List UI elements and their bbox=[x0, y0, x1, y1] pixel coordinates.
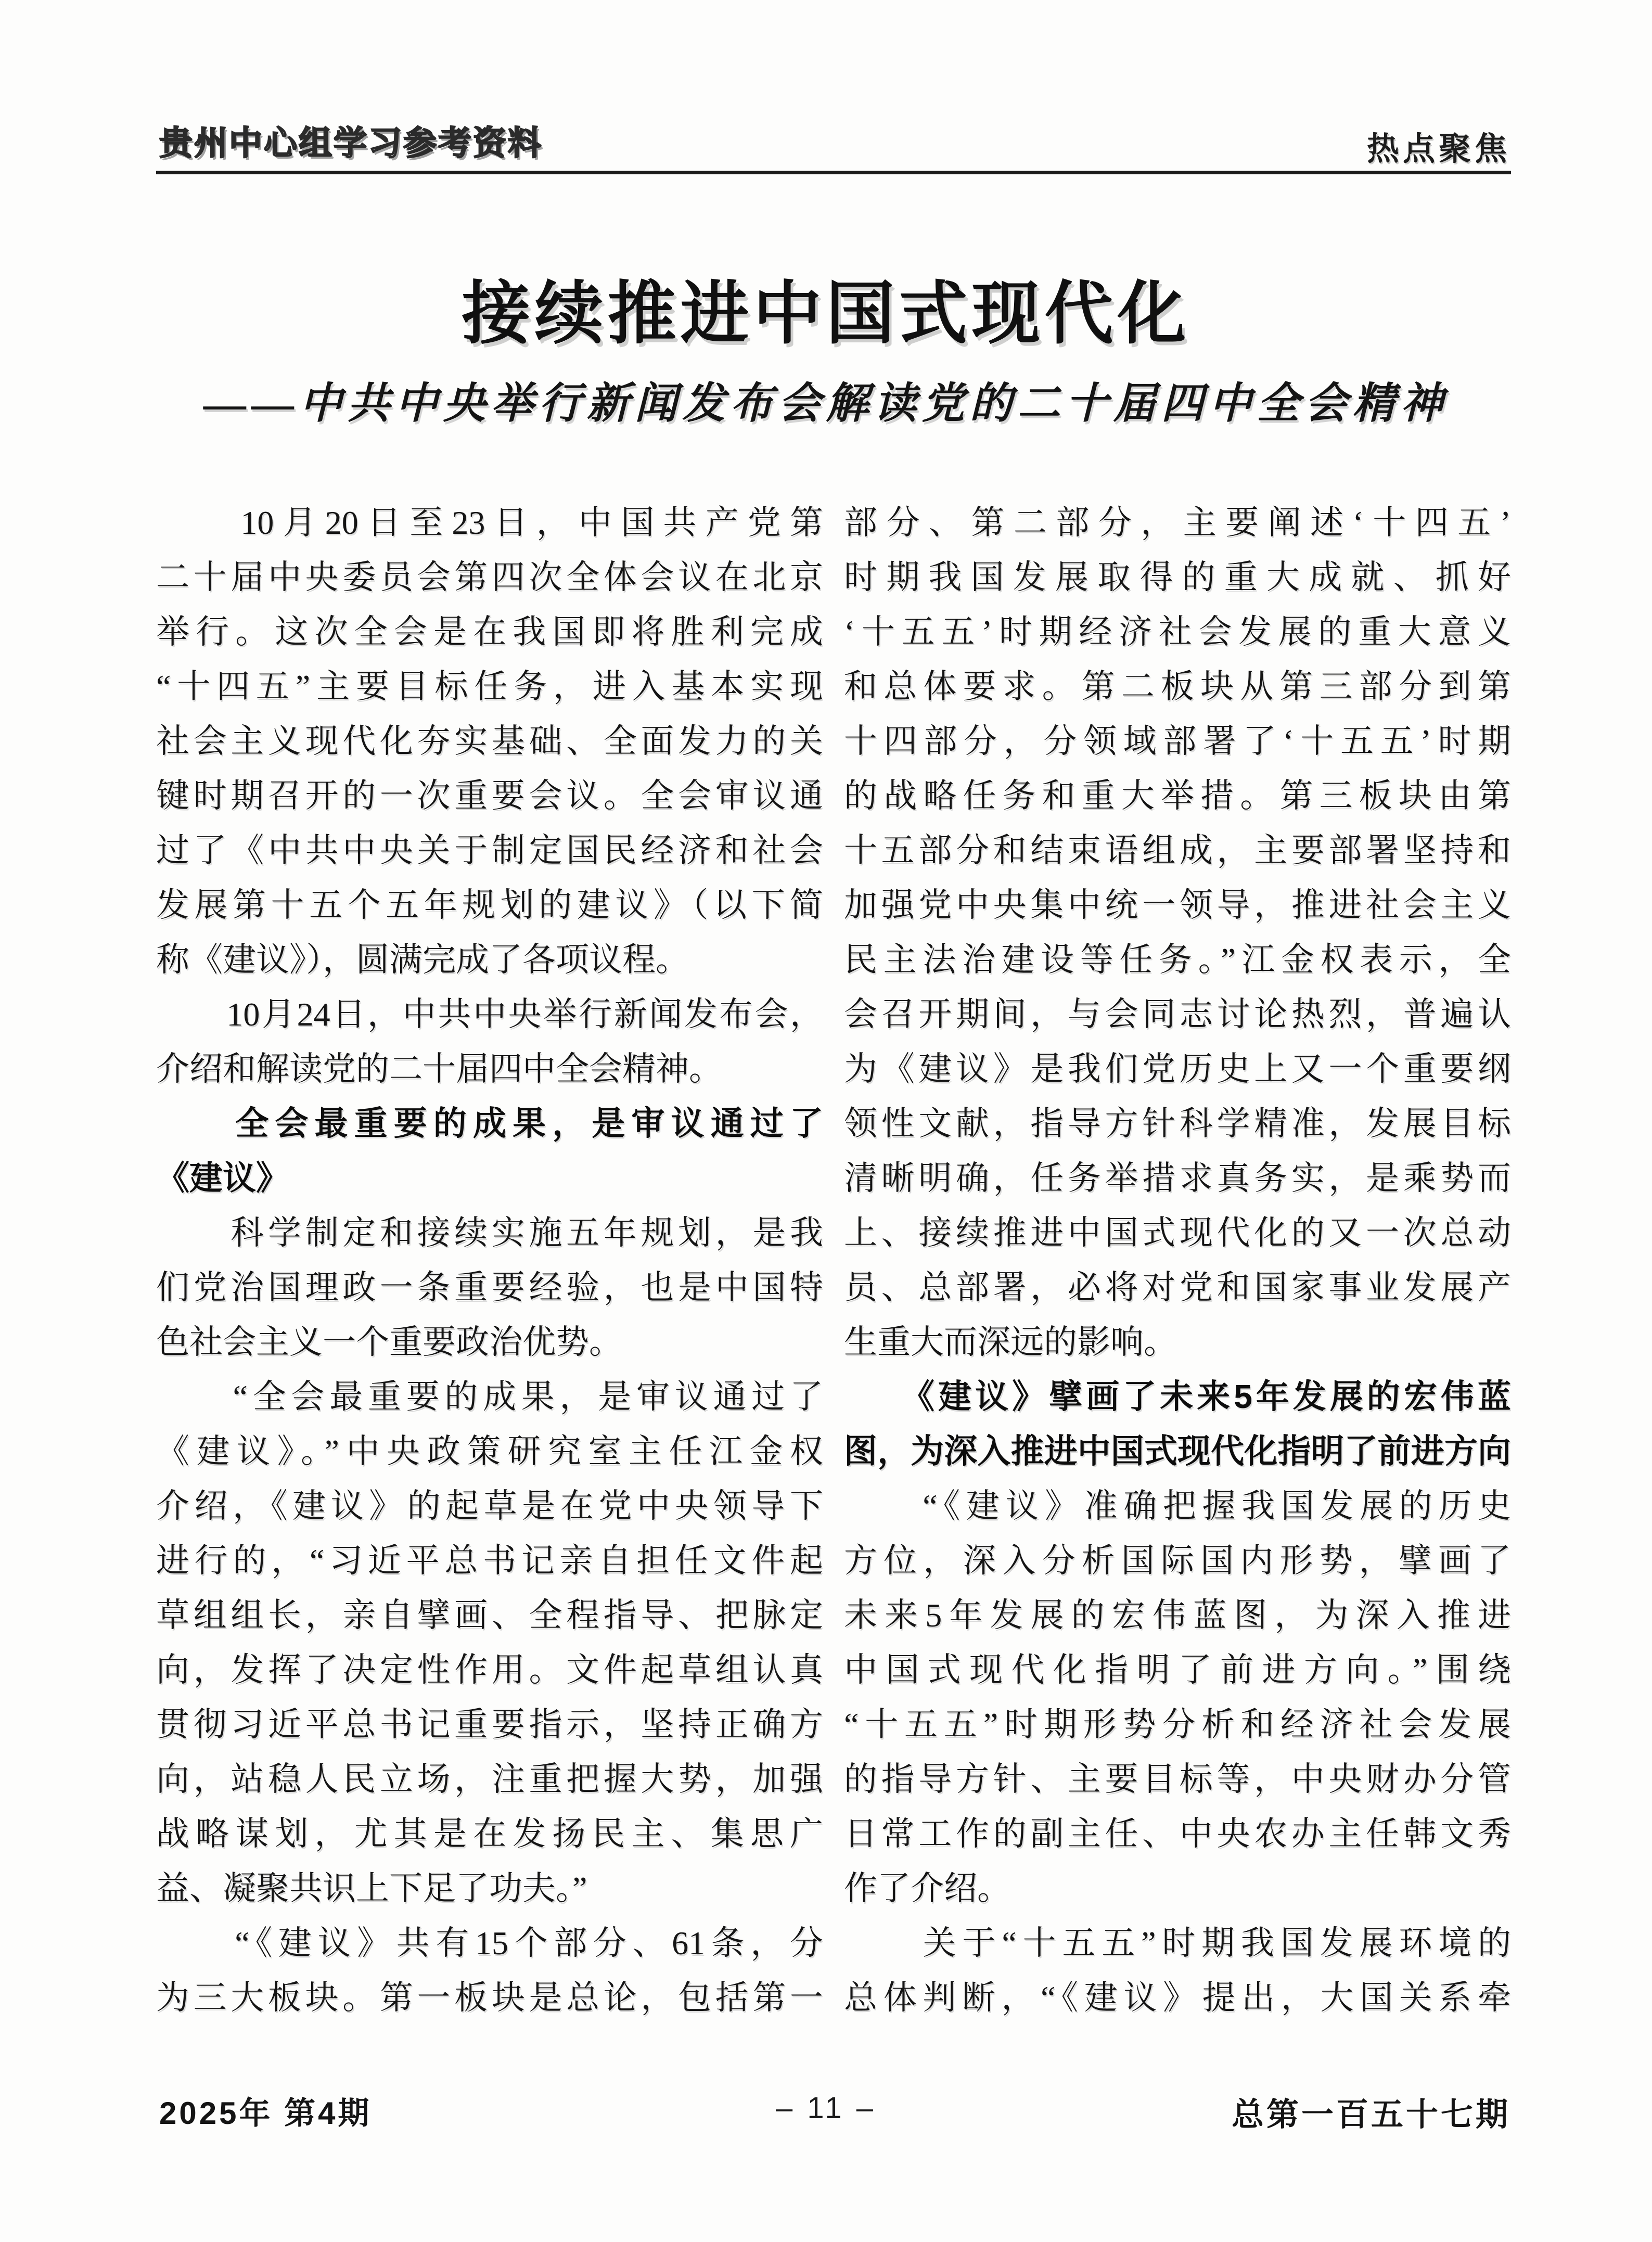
text-line: 关于“十五五”时期我国发展环境的 bbox=[844, 1925, 1511, 1962]
text-line: 加强党中央集中统一领导，推进社会主义 bbox=[844, 887, 1511, 924]
section-label: 热点聚焦 bbox=[1366, 132, 1510, 167]
text-line: 和总体要求。第二板块从第三部分到第 bbox=[844, 668, 1511, 705]
article-subtitle: ——中共中央举行新闻发布会解读党的二十届四中全会精神 bbox=[203, 380, 1449, 427]
text-line: 十五部分和结束语组成，主要部署坚持和 bbox=[844, 832, 1511, 869]
text-line: 介绍，《建议》的起草是在党中央领导下 bbox=[156, 1488, 823, 1524]
text-line: 10月20日至23日，中国共产党第 bbox=[156, 504, 823, 541]
text-line: “《建议》准确把握我国发展的历史 bbox=[844, 1488, 1511, 1524]
text-line: 方位，深入分析国际国内形势，擘画了 bbox=[844, 1542, 1511, 1579]
text-line: 战略谋划，尤其是在发扬民主、集思广 bbox=[156, 1815, 823, 1852]
text-line: 举行。这次全会是在我国即将胜利完成 bbox=[156, 613, 823, 650]
text-line: 发展第十五个五年规划的建议》（以下简 bbox=[156, 887, 823, 924]
text-line: 中国式现代化指明了前进方向。”围绕 bbox=[844, 1651, 1511, 1688]
text-line: 领性文献，指导方针科学精准，发展目标 bbox=[844, 1105, 1511, 1142]
text-column-right bbox=[844, 495, 1511, 2025]
text-line: 社会主义现代化夯实基础、全面发力的关 bbox=[156, 723, 823, 760]
text-line: 民主法治建设等任务。”江金权表示，全 bbox=[844, 941, 1511, 978]
text-line: 《建议》。”中央政策研究室主任江金权 bbox=[156, 1433, 823, 1470]
footer-issue: 2025年 第4期 bbox=[159, 2096, 372, 2131]
text-column-left bbox=[156, 495, 823, 2025]
text-line: 时期我国发展取得的重大成就、抓好 bbox=[844, 559, 1511, 596]
text-line: 生重大而深远的影响。 bbox=[844, 1324, 1177, 1361]
text-line: 《建议》擘画了未来5年发展的宏伟蓝 bbox=[844, 1378, 1511, 1415]
text-line: 介绍和解读党的二十届四中全会精神。 bbox=[156, 1050, 722, 1087]
text-line: 上、接续推进中国式现代化的又一次总动 bbox=[844, 1214, 1511, 1251]
text-line: 二十届中央委员会第四次全体会议在北京 bbox=[156, 559, 823, 596]
text-line: 《建议》 bbox=[156, 1159, 289, 1197]
text-line: 全会最重要的成果，是审议通过了 bbox=[156, 1105, 823, 1142]
text-line: 员、总部署，必将对党和国家事业发展产 bbox=[844, 1269, 1511, 1306]
footer-page-number: – 11 – bbox=[776, 2091, 876, 2125]
article-title: 接续推进中国式现代化 bbox=[462, 275, 1190, 352]
text-line: 未来5年发展的宏伟蓝图，为深入推进 bbox=[844, 1597, 1511, 1634]
text-line: 过了《中共中央关于制定国民经济和社会 bbox=[156, 832, 823, 869]
text-line: 键时期召开的一次重要会议。全会审议通 bbox=[156, 777, 823, 814]
text-line: 们党治国理政一条重要经验，也是中国特 bbox=[156, 1269, 823, 1306]
text-line: 色社会主义一个重要政治优势。 bbox=[156, 1324, 622, 1361]
text-line: 部分、第二部分，主要阐述‘十四五’ bbox=[844, 504, 1511, 541]
text-line: “十四五”主要目标任务，进入基本实现 bbox=[156, 668, 823, 705]
text-line: 图，为深入推进中国式现代化指明了前进方向 bbox=[844, 1432, 1511, 1470]
text-line: 进行的，“习近平总书记亲自担任文件起 bbox=[156, 1542, 823, 1579]
footer-serial: 总第一百五十七期 bbox=[1231, 2097, 1510, 2133]
text-line: 会召开期间，与会同志讨论热烈，普遍认 bbox=[844, 996, 1511, 1033]
text-line: 的指导方针、主要目标等，中央财办分管 bbox=[844, 1761, 1511, 1798]
masthead-text: 贵州中心组学习参考资料 bbox=[159, 124, 543, 163]
text-line: “《建议》共有15个部分、61条，分 bbox=[156, 1925, 823, 1962]
text-line: 总体判断，“《建议》提出，大国关系牵 bbox=[844, 1979, 1511, 2016]
text-line: 向，站稳人民立场，注重把握大势，加强 bbox=[156, 1761, 823, 1798]
text-line: 10月24日，中共中央举行新闻发布会， bbox=[156, 996, 823, 1033]
text-line: “十五五”时期形势分析和经济社会发展 bbox=[844, 1706, 1511, 1743]
text-line: 称《建议》），圆满完成了各项议程。 bbox=[156, 941, 689, 978]
text-line: 作了介绍。 bbox=[844, 1870, 1010, 1907]
article-body bbox=[156, 495, 1511, 2025]
text-line: 草组组长，亲自擘画、全程指导、把脉定 bbox=[156, 1597, 823, 1634]
text-line: 的战略任务和重大举措。第三板块由第 bbox=[844, 777, 1511, 814]
text-line: 益、凝聚共识上下足了功夫。” bbox=[156, 1870, 587, 1907]
text-line: ‘十五五’时期经济社会发展的重大意义 bbox=[844, 613, 1511, 650]
header-divider bbox=[156, 171, 1511, 174]
text-line: “全会最重要的成果，是审议通过了 bbox=[156, 1378, 823, 1415]
text-line: 科学制定和接续实施五年规划，是我 bbox=[156, 1214, 823, 1251]
text-line: 贯彻习近平总书记重要指示，坚持正确方 bbox=[156, 1706, 823, 1743]
text-line: 清晰明确，任务举措求真务实，是乘势而 bbox=[844, 1160, 1511, 1197]
text-line: 十四部分，分领域部署了‘十五五’时期 bbox=[844, 723, 1511, 760]
text-line: 日常工作的副主任、中央农办主任韩文秀 bbox=[844, 1815, 1511, 1852]
text-line: 为三大板块。第一板块是总论，包括第一 bbox=[156, 1979, 823, 2016]
text-line: 向，发挥了决定性作用。文件起草组认真 bbox=[156, 1651, 823, 1688]
text-line: 为《建议》是我们党历史上又一个重要纲 bbox=[844, 1050, 1511, 1087]
